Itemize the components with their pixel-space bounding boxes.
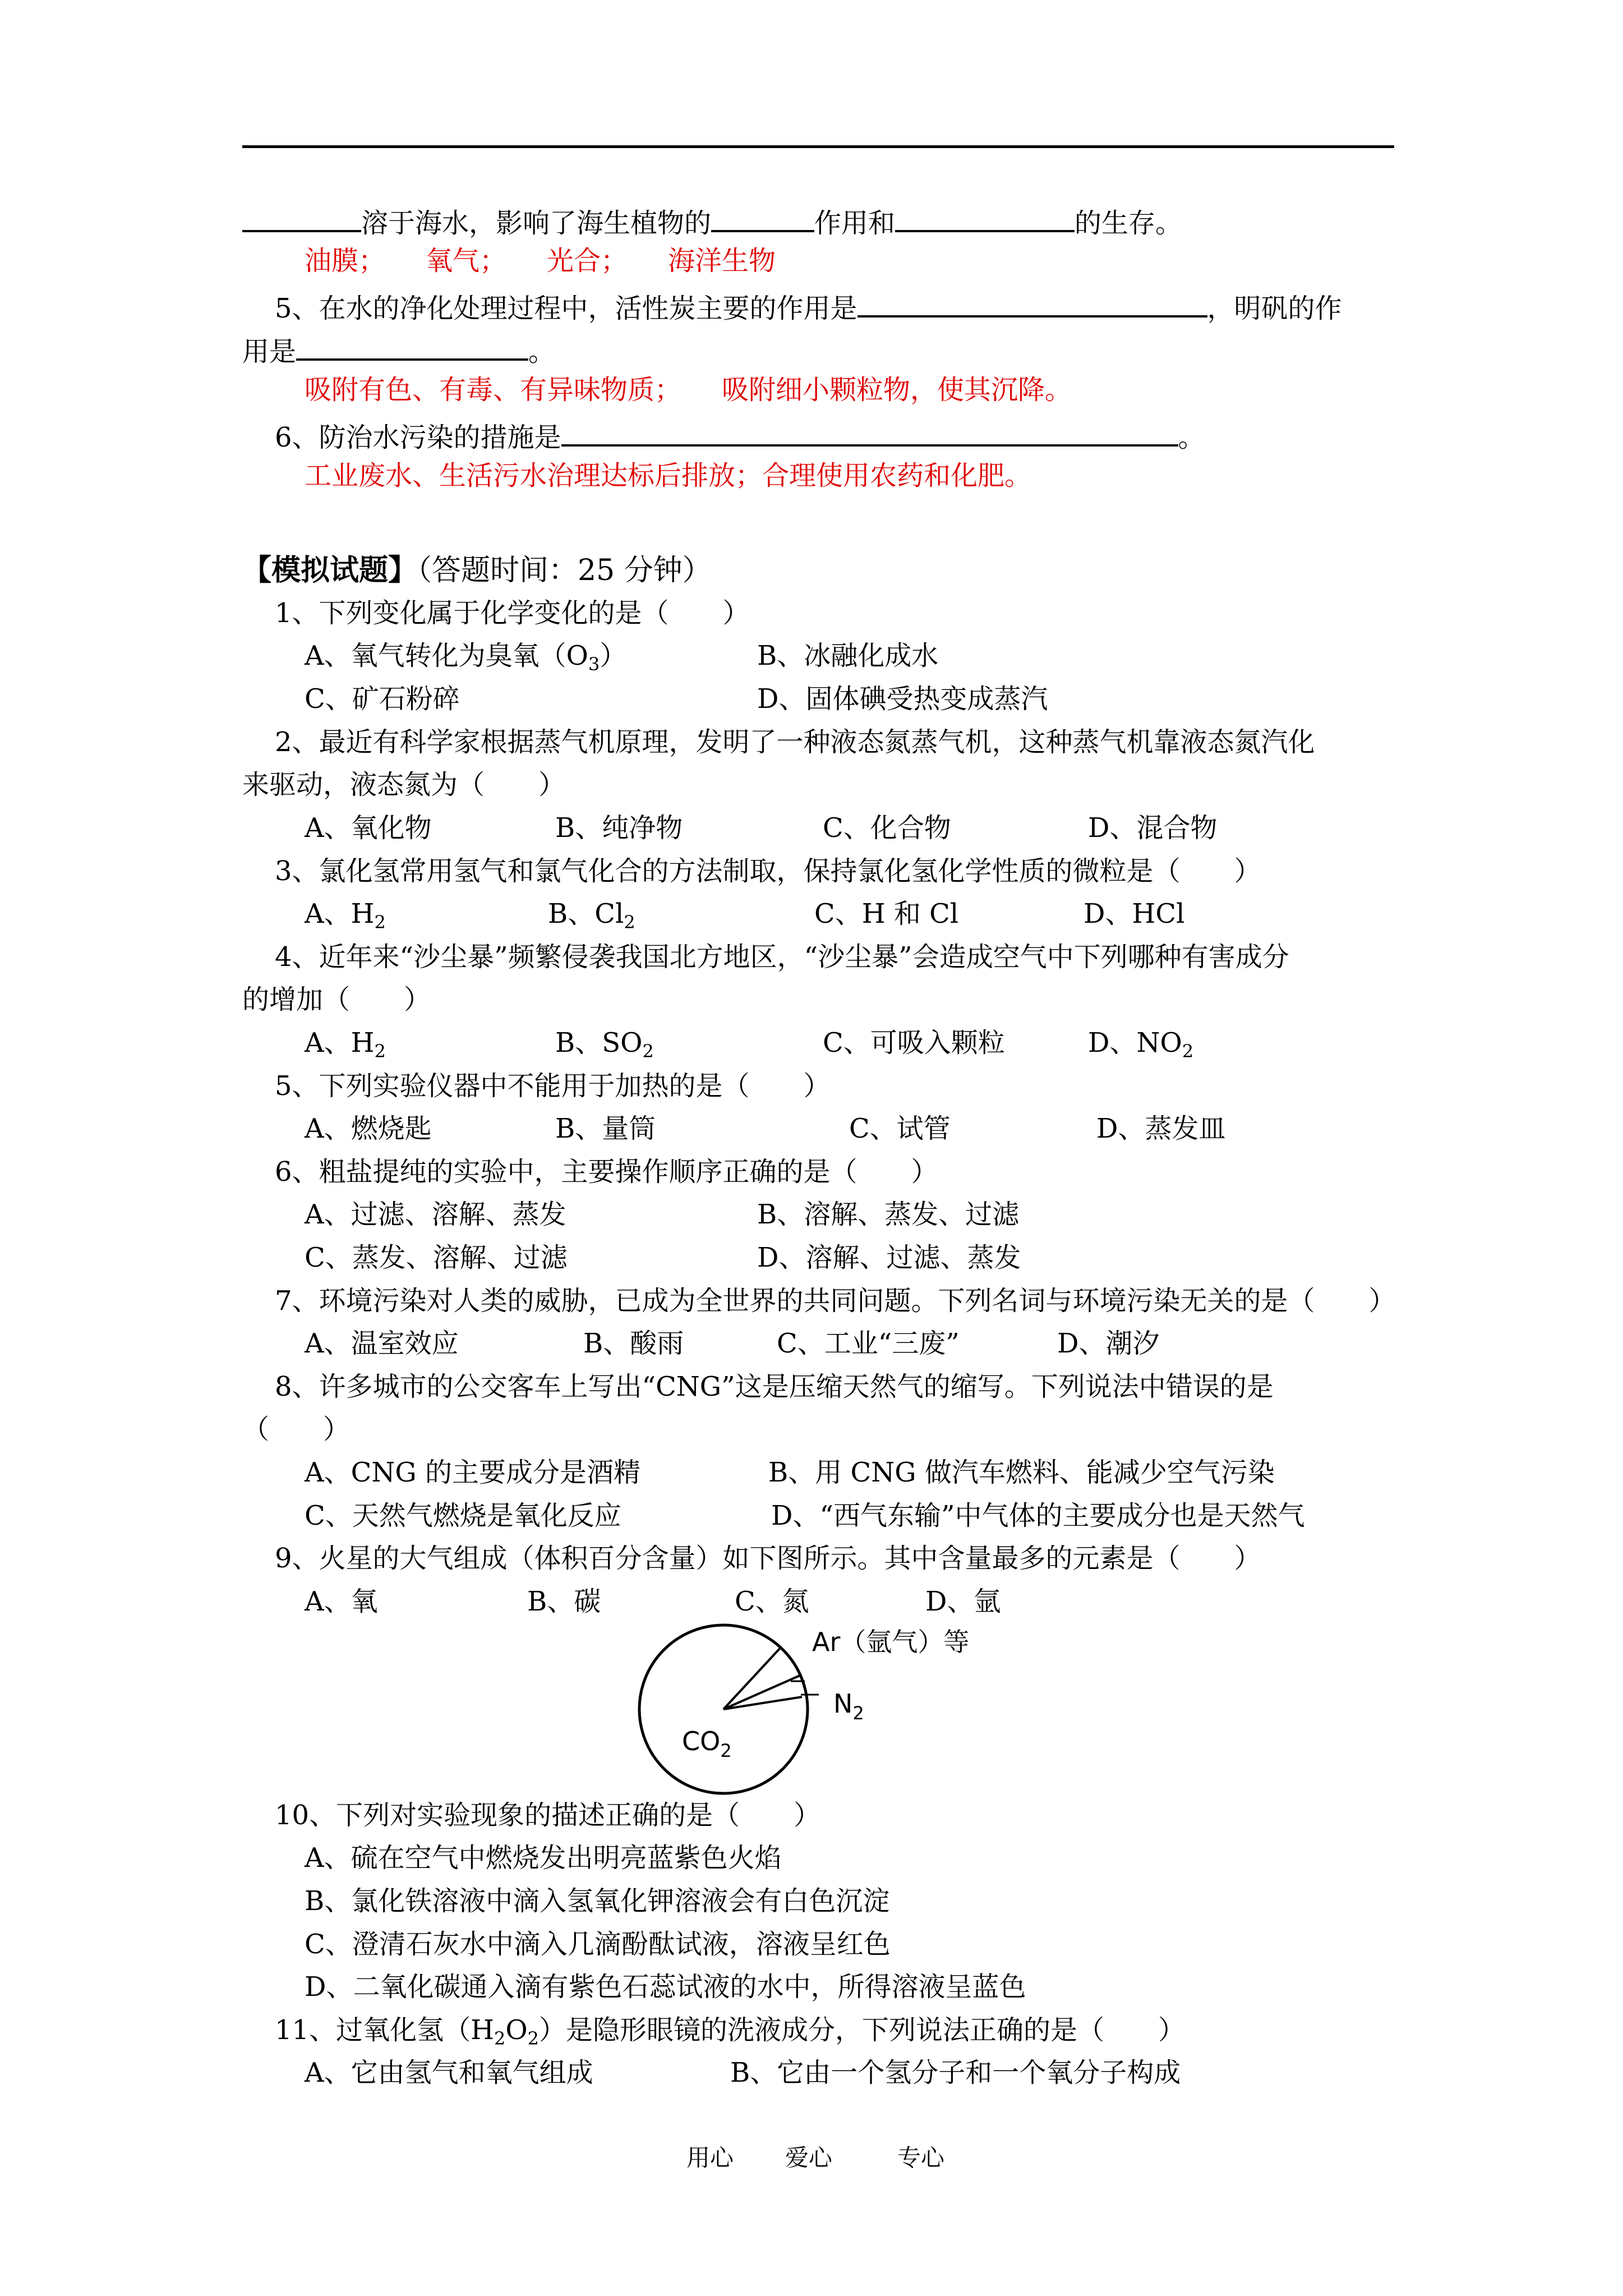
question-7: 7、环境污染对人类的威胁，已成为全世界的共同问题。下列名词与环境污染无关的是（ ） <box>275 1285 1396 1317</box>
question-4-line1: 4、近年来“沙尘暴”频繁侵袭我国北方地区，“沙尘暴”会造成空气中下列哪种有害成分 <box>275 941 1289 973</box>
q5-line2: 用是 。 <box>242 332 555 367</box>
q7-option-c: C、工业“三废” <box>777 1328 960 1359</box>
q1-option-d: D、固体碘受热变成蒸汽 <box>757 683 1048 715</box>
q7-option-d: D、潮汐 <box>1057 1328 1160 1359</box>
question-4-line2: 的增加（ ） <box>242 984 431 1015</box>
q6-option-d: D、溶解、过滤、蒸发 <box>757 1242 1021 1273</box>
q10-option-a: A、硫在空气中燃烧发出明亮蓝紫色火焰 <box>305 1842 782 1874</box>
q3-option-c: C、H 和 Cl <box>814 898 959 930</box>
q4-option-d: D、$NO_2$ <box>1088 1027 1194 1062</box>
q7-option-b: B、酸雨 <box>583 1328 684 1359</box>
q5-answer: 吸附有色、有毒、有异味物质； 吸附细小颗粒物，使其沉降。 <box>305 374 1072 406</box>
question-6: 6、粗盐提纯的实验中，主要操作顺序正确的是（ ） <box>275 1156 938 1188</box>
footer-text-1: 用心 <box>686 2144 734 2171</box>
q6-answer: 工业废水、生活污水治理达标后排放；合理使用农药和化肥。 <box>305 460 1032 491</box>
question-8-line1: 8、许多城市的公交客车上写出“CNG”这是压缩天然气的缩写。下列说法中错误的是 <box>275 1371 1274 1402</box>
q11-option-a: A、它由氢气和氧气组成 <box>305 2057 593 2088</box>
question-8-line2: （ ） <box>242 1414 351 1445</box>
q3-option-b: B、$Cl_2$ <box>548 898 635 933</box>
pie-line-1 <box>723 1648 781 1709</box>
q5-option-a: A、燃烧匙 <box>305 1113 432 1144</box>
q5-option-d: D、蒸发皿 <box>1096 1113 1226 1144</box>
q9-option-a: A、氧 <box>305 1586 378 1617</box>
ar-label: Ar（氩气）等 <box>812 1627 970 1657</box>
q2-option-a: A、氧化物 <box>305 812 432 844</box>
q4-option-b: B、$SO_2$ <box>555 1027 654 1062</box>
q8-option-b: B、用 CNG 做汽车燃料、能减少空气污染 <box>768 1457 1275 1488</box>
question-11: 11、过氧化氢$(H_2O_2)$是隐形眼镜的洗液成分，下列说法正确的是（ ） <box>275 2014 1186 2049</box>
question-9: 9、火星的大气组成（体积百分含量）如下图所示。其中含量最多的元素是（ ） <box>275 1543 1261 1574</box>
q10-option-d: D、二氧化碳通入滴有紫色石蕊试液的水中，所得溶液呈蓝色 <box>305 1971 1026 2003</box>
q6-option-a: A、过滤、溶解、蒸发 <box>305 1199 566 1230</box>
q1-option-a: A、氧气转化为臭氧$(O_3)$ <box>305 640 627 675</box>
q2-option-b: B、纯净物 <box>555 812 683 844</box>
q8-option-a: A、CNG 的主要成分是酒精 <box>305 1457 640 1488</box>
q10-option-b: B、氯化铁溶液中滴入氢氧化钾溶液会有白色沉淀 <box>305 1885 890 1917</box>
n2-label: $N_2$ <box>833 1688 864 1724</box>
q2-option-d: D、混合物 <box>1088 812 1218 844</box>
q10-option-c: C、澄清石灰水中滴入几滴酚酞试液，溶液呈红色 <box>305 1929 891 1960</box>
q8-option-c: C、天然气燃烧是氧化反应 <box>305 1500 621 1531</box>
q4-cont-line: 溶于海水，影响了海生植物的 作用和 的生存。 <box>242 203 1182 239</box>
q6-line: 6、防治水污染的措施是 。 <box>275 417 1205 453</box>
question-2-line1: 2、最近有科学家根据蒸气机原理，发明了一种液态氮蒸气机，这种蒸气机靠液态氮汽化 <box>275 726 1315 758</box>
q9-option-c: C、氮 <box>735 1586 809 1617</box>
q11-option-b: B、它由一个氢分子和一个氧分子构成 <box>730 2057 1181 2088</box>
q5-line1: 5、在水的净化处理过程中，活性炭主要的作用是 ，明矾的作 <box>275 288 1342 324</box>
q2-option-c: C、化合物 <box>823 812 951 844</box>
mars-atmosphere-figure <box>634 1618 993 1798</box>
q1-option-b: B、冰融化成水 <box>757 640 939 671</box>
header-rule <box>242 145 1394 148</box>
footer-text-2: 爱心 <box>785 2144 833 2171</box>
q9-option-b: B、碳 <box>527 1586 601 1617</box>
question-2-line2: 来驱动，液态氮为（ ） <box>242 769 566 800</box>
q6-option-c: C、蒸发、溶解、过滤 <box>305 1242 568 1273</box>
q6-option-b: B、溶解、蒸发、过滤 <box>757 1199 1020 1230</box>
co2-label: $CO_2$ <box>682 1726 732 1761</box>
question-10: 10、下列对实验现象的描述正确的是（ ） <box>275 1800 821 1831</box>
q7-option-a: A、温室效应 <box>305 1328 459 1359</box>
footer-text-3: 专心 <box>897 2144 945 2171</box>
section-title: 【模拟试题】（答题时间：25 分钟） <box>242 553 712 587</box>
question-1: 1、下列变化属于化学变化的是（ ） <box>275 597 750 629</box>
q4-answer: 油膜； 氧气； 光合； 海洋生物 <box>305 245 776 277</box>
q9-option-d: D、氩 <box>925 1586 1001 1617</box>
q8-option-d: D、“西气东输”中气体的主要成分也是天然气 <box>771 1500 1305 1531</box>
q3-option-d: D、HCl <box>1083 898 1185 930</box>
question-3: 3、氯化氢常用氢气和氯气化合的方法制取，保持氯化氢化学性质的微粒是（ ） <box>275 855 1261 887</box>
q3-option-a: A、$H_2$ <box>305 898 386 933</box>
question-5: 5、下列实验仪器中不能用于加热的是（ ） <box>275 1070 831 1102</box>
q5-option-b: B、量筒 <box>555 1113 656 1144</box>
q4-option-a: A、$H_2$ <box>305 1027 386 1062</box>
q1-option-c: C、矿石粉碎 <box>305 683 460 715</box>
q5-option-c: C、试管 <box>849 1113 951 1144</box>
q4-option-c: C、可吸入颗粒 <box>823 1027 1005 1059</box>
